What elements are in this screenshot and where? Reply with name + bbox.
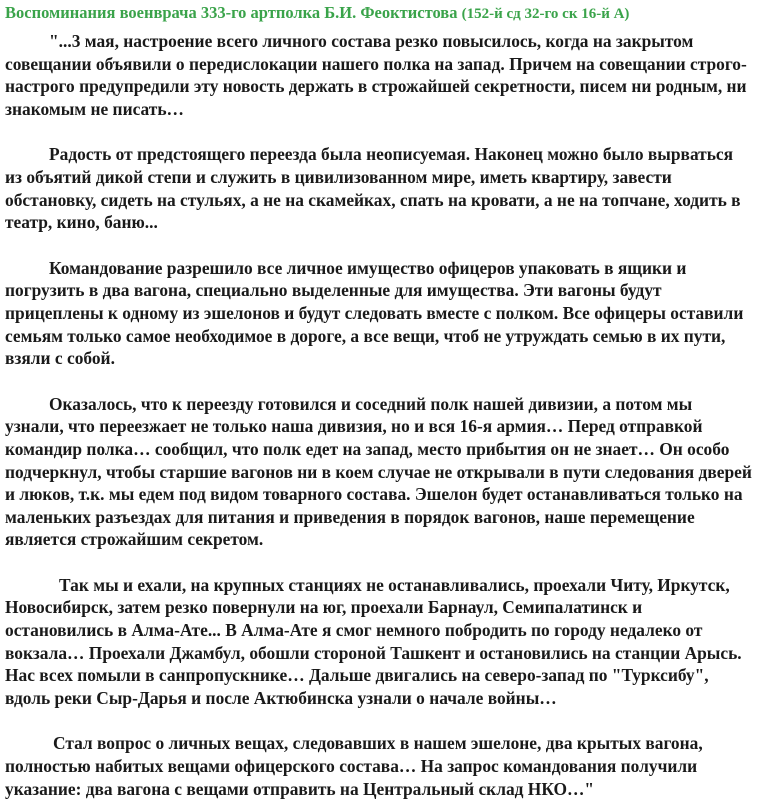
paragraph-6: Стал вопрос о личных вещах, следовавших в нашем эшелоне, два крытых вагона, полностью набитых вещами офицерского состава… На запрос командования получили указание: два вагона с вещами отправить на Центральный склад НКО…"	[5, 733, 703, 799]
document-title	[5, 2, 752, 25]
paragraph-1: "...3 мая, настроение всего личного состава резко повысилось, когда на закрытом совещании объявили о передислокации нашего полка на запад. Причем на совещании строго-настрого предупредили эту новость держать в строжайшей секретности, писем ни родным, ни знакомым не писать…	[5, 31, 747, 119]
title-main: Воспоминания военврача 333-го артполка Б.И. Феоктистова	[5, 3, 458, 22]
title-subtitle: (152-й сд 32-го ск 16-й А)	[461, 6, 630, 22]
paragraph-4: Оказалось, что к переезду готовился и соседний полк нашей дивизии, а потом мы узнали, что переезжает не только наша дивизия, но и вся 16-я армия… Перед отправкой командир полка… сообщил, что полк едет на запад, место прибытия он не знает… Он особо подчеркнул, чтобы старшие вагонов ни в коем случае не открывали в пути следования дверей и люков, т.к. мы едем под видом товарного состава. Эшелон будет останавливаться только на маленьких разъездах для питания и приведения в порядок вагонов, наше перемещение является строжайшим секретом.	[5, 393, 752, 550]
paragraph-2: Радость от предстоящего переезда была неописуемая. Наконец можно было вырваться из объятий дикой степи и служить в цивилизованном мире, иметь квартиру, завести обстановку, сидеть на стульях, а не на скамейках, спать на кровати, а не на топчане, ходить в театр, кино, баню...	[5, 144, 741, 233]
paragraph-5: Так мы и ехали, на крупных станциях не останавливались, проехали Читу, Иркутск, Новосибирск, затем резко повернули на юг, проехали Барнаул, Семипалатинск и остановились в Алма-Ате... В Алма-Ате я смог немного побродить по городу недалеко от вокзала… Проехали Джамбул, обошли стороной Ташкент и остановились на станции Арысь. Нас всех помыли в санпропускнике… Дальше двигались на северо-запад по "Турксибу", вдоль реки Сыр-Дарья и после Актюбинска узнали о начале войны…	[5, 574, 742, 708]
paragraph-3: Командование разрешило все личное имущество офицеров упаковать в ящики и погрузить в два вагона, специально выделенные для имущества. Эти вагоны будут прицеплены к одному из эшелонов и будут следовать вместе с полком. Все офицеры оставили семьям только самое необходимое в дороге, а все вещи, чтоб не утруждать семью в их пути, взяли с собой.	[5, 257, 744, 369]
